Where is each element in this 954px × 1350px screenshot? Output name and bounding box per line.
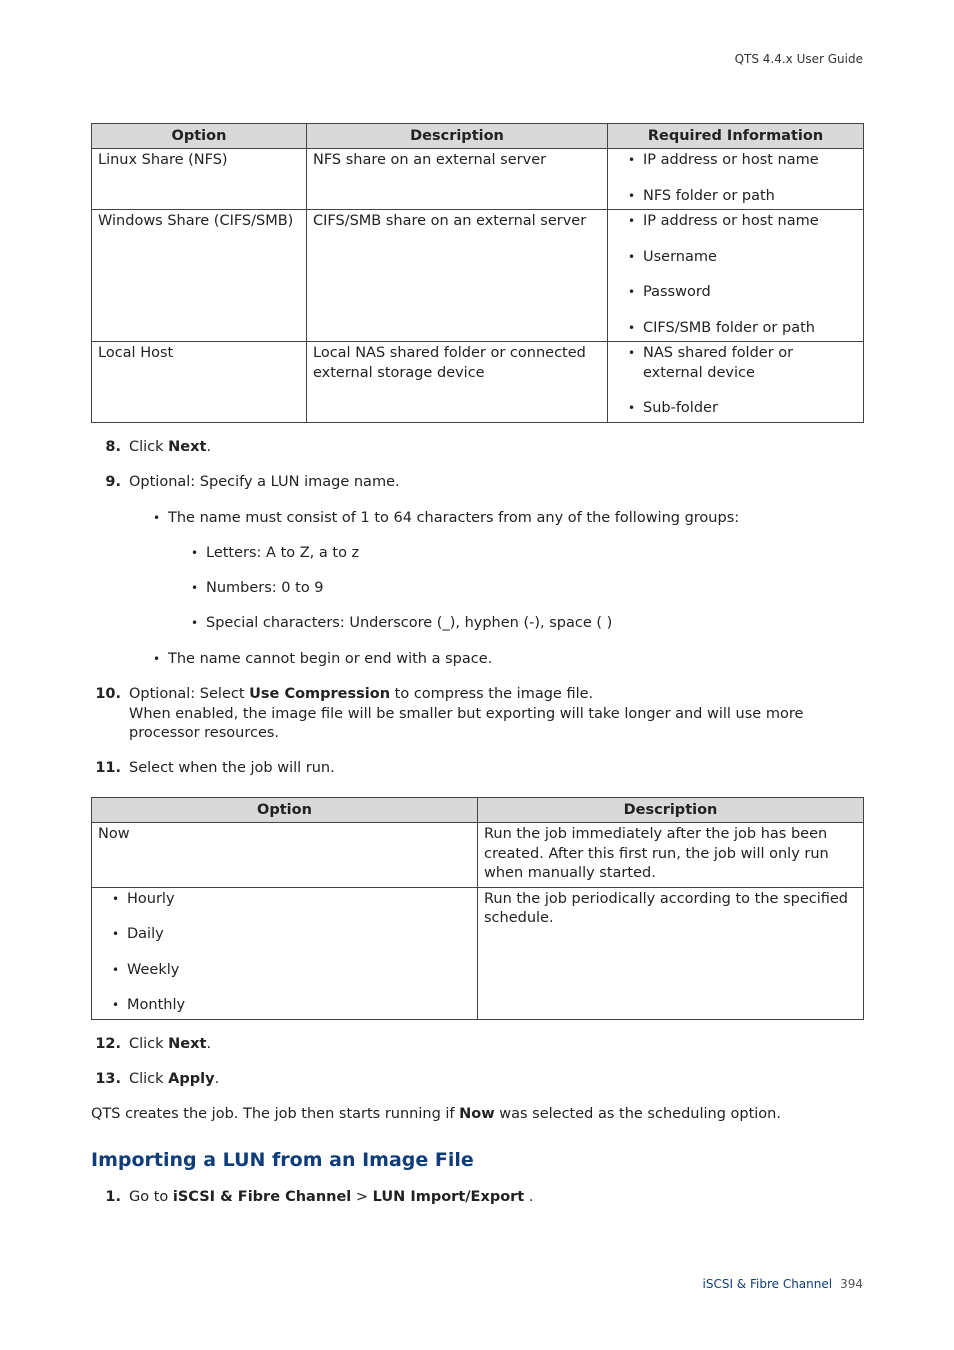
required-cell (608, 210, 864, 342)
step-text: Optional: Specify a LUN image name. (129, 474, 400, 490)
list-item: • Username (628, 248, 857, 268)
ui-term: LUN Import/Export (372, 1189, 525, 1205)
ui-term: iSCSI & Fibre Channel (172, 1189, 352, 1205)
schedule-options-table (91, 797, 864, 1020)
required-cell (608, 149, 864, 210)
sub-bullet-item: • Numbers: 0 to 9 (191, 579, 324, 599)
step-number: 13. (95, 1071, 121, 1087)
list-item: • IP address or host name (628, 212, 857, 232)
step-text: Click (129, 1071, 169, 1087)
step-text: . (206, 439, 212, 455)
option-cell: Windows Share (CIFS/SMB) (92, 210, 307, 342)
step-number: 9. (105, 474, 121, 490)
list-item: • Sub-folder (628, 399, 857, 419)
description-cell: NFS share on an external server (307, 149, 608, 210)
step-number: 10. (95, 686, 121, 702)
bullet-item: • The name cannot begin or end with a space. (153, 650, 492, 670)
ui-term: Now (459, 1106, 495, 1122)
list-item: • CIFS/SMB folder or path (628, 319, 857, 339)
step-number: 8. (105, 439, 121, 455)
step-10 (91, 685, 863, 744)
column-header: Description (478, 798, 864, 823)
description-cell: Run the job immediately after the job has been created. After this first run, the job will only run when manually started. (478, 823, 864, 888)
ui-term: Apply (168, 1071, 215, 1087)
column-header: Required Information (608, 124, 864, 149)
step-text: Select when the job will run. (129, 760, 335, 776)
table-header-row (92, 124, 864, 149)
bullet-item: • The name must consist of 1 to 64 characters from any of the following groups: (153, 509, 863, 529)
option-cell: Linux Share (NFS) (92, 149, 307, 210)
step-9 (91, 473, 863, 493)
description-cell: Local NAS shared folder or connected external storage device (307, 342, 608, 423)
table-row (92, 342, 864, 423)
share-options-table (91, 123, 864, 423)
step-8 (91, 438, 863, 458)
list-item: • IP address or host name (628, 151, 857, 171)
option-cell: Now (92, 823, 478, 888)
ui-term: Use Compression (249, 686, 391, 702)
step-number: 1. (105, 1189, 121, 1205)
column-header: Option (92, 798, 478, 823)
bullet-icon: • (191, 546, 199, 560)
step-text: . (206, 1036, 212, 1052)
list-item: • Monthly (112, 996, 471, 1016)
column-header: Option (92, 124, 307, 149)
step-11 (91, 759, 863, 779)
ui-term: Next (168, 1036, 207, 1052)
column-header: Description (307, 124, 608, 149)
step-number: 12. (95, 1036, 121, 1052)
table-row (92, 210, 864, 342)
running-header: QTS 4.4.x User Guide (734, 52, 863, 66)
bullet-icon: • (153, 511, 161, 525)
footer-section: iSCSI & Fibre Channel (702, 1277, 833, 1291)
step-text: Optional: Select (129, 686, 250, 702)
step-text: Go to (129, 1189, 173, 1205)
table-row (92, 887, 864, 1019)
step-note: When enabled, the image file will be smaller but exporting will take longer and will use more processor resources. (129, 705, 804, 741)
step-13 (91, 1070, 863, 1090)
table-row (92, 823, 864, 888)
list-item: • NAS shared folder or external device (628, 344, 857, 383)
list-item: • Daily (112, 925, 471, 945)
page-footer (703, 1275, 864, 1295)
step-text: . (214, 1071, 220, 1087)
required-cell (608, 342, 864, 423)
section-heading: Importing a LUN from an Image File (91, 1149, 474, 1171)
ui-term: Next (168, 439, 207, 455)
page-number: 394 (840, 1277, 863, 1291)
list-item: • Password (628, 283, 857, 303)
option-cell: Local Host (92, 342, 307, 423)
step-number: 11. (95, 760, 121, 776)
sub-bullet-item: • Letters: A to Z, a to z (191, 544, 359, 564)
table-header-row (92, 798, 864, 823)
table-row (92, 149, 864, 210)
step-12 (91, 1035, 863, 1055)
option-cell (92, 887, 478, 1019)
description-cell: CIFS/SMB share on an external server (307, 210, 608, 342)
section-step-1: 1. Go to iSCSI & Fibre Channel > LUN Import/Export . (91, 1188, 863, 1208)
step-text: to compress the image file. (390, 686, 594, 702)
bullet-icon: • (153, 652, 161, 666)
step-text: Click (129, 1036, 169, 1052)
list-item: • Weekly (112, 961, 471, 981)
description-cell: Run the job periodically according to the specified schedule. (478, 887, 864, 1019)
bullet-icon: • (191, 616, 199, 630)
step-text: Click (129, 439, 169, 455)
sub-bullet-item: • Special characters: Underscore (_), hyphen (-), space ( ) (191, 614, 863, 634)
body-paragraph: QTS creates the job. The job then starts running if Now was selected as the scheduling option. (91, 1106, 781, 1122)
bullet-icon: • (191, 581, 199, 595)
list-item: • Hourly (112, 890, 471, 910)
list-item: • NFS folder or path (628, 187, 857, 207)
